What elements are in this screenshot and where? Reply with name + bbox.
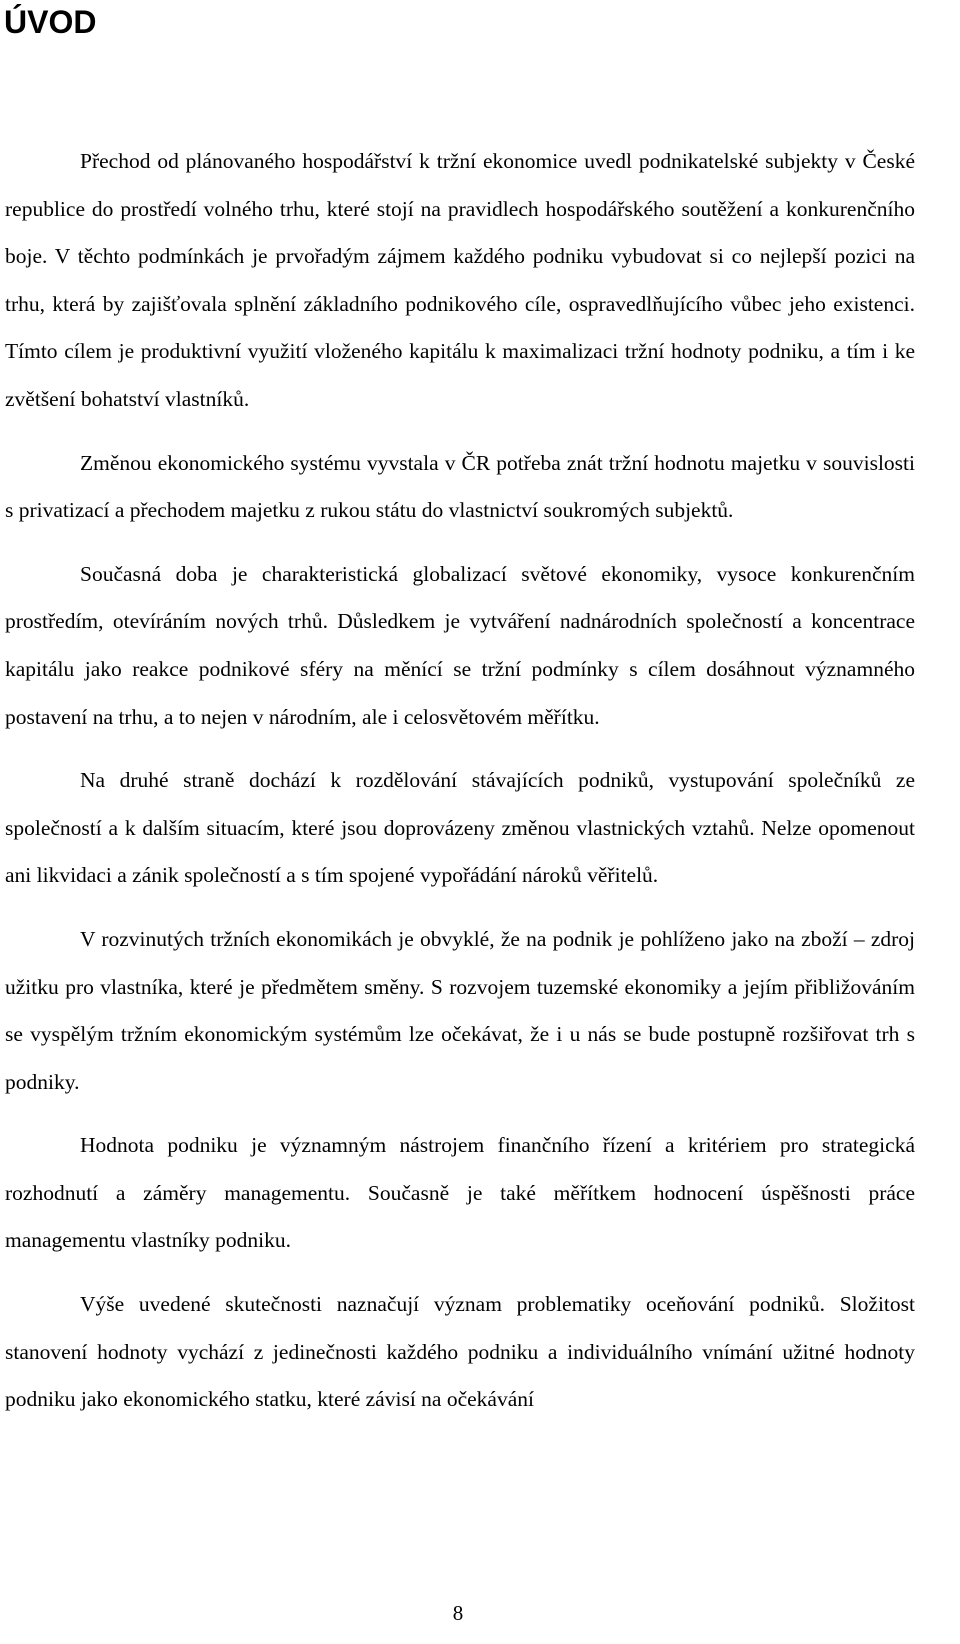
page-heading: ÚVOD <box>4 4 97 40</box>
body-text <box>5 138 915 1440</box>
paragraph: Přechod od plánovaného hospodářství k tržní ekonomice uvedl podnikatelské subjekty v České republice do prostředí volného trhu, které stojí na pravidlech hospodářského soutěžení a konkurenčního boje. V těchto podmínkách je prvořadým zájmem každého podniku vybudovat si co nejlepší pozici na trhu, která by zajišťovala splnění základního podnikového cíle, ospravedlňujícího vůbec jeho existenci. Tímto cílem je produktivní využití vloženého kapitálu k maximalizaci tržní hodnoty podniku, a tím i ke zvětšení bohatství vlastníků. <box>5 149 915 411</box>
page-number: 8 <box>452 1601 464 1625</box>
paragraph: Změnou ekonomického systému vyvstala v ČR potřeba znát tržní hodnotu majetku v souvislosti s privatizací a přechodem majetku z rukou státu do vlastnictví soukromých subjektů. <box>5 450 915 523</box>
paragraph: Výše uvedené skutečnosti naznačují význam problematiky oceňování podniků. Složitost stanovení hodnoty vychází z jedinečnosti každého podniku a individuálního vnímání užitné hodnoty podniku jako ekonomického statku, které závisí na očekávání <box>5 1292 915 1412</box>
paragraph: V rozvinutých tržních ekonomikách je obvyklé, že na podnik je pohlíženo jako na zboží – zdroj užitku pro vlastníka, které je předmětem směny. S rozvojem tuzemské ekonomiky a jejím přibližováním se vyspělým tržním ekonomickým systémům lze očekávat, že i u nás se bude postupně rozšiřovat trh s podniky. <box>5 926 915 1094</box>
paragraph: Hodnota podniku je významným nástrojem finančního řízení a kritériem pro strategická rozhodnutí a záměry managementu. Současně je také měřítkem hodnocení úspěšnosti práce managementu vlastníky podniku. <box>5 1133 915 1253</box>
paragraph: Současná doba je charakteristická globalizací světové ekonomiky, vysoce konkurenčním prostředím, otevíráním nových trhů. Důsledkem je vytváření nadnárodních společností a koncentrace kapitálu jako reakce podnikové sféry na měnící se tržní podmínky s cílem dosáhnout významného postavení na trhu, a to nejen v národním, ale i celosvětovém měřítku. <box>5 561 915 729</box>
paragraph: Na druhé straně dochází k rozdělování stávajících podniků, vystupování společníků ze společností a k dalším situacím, které jsou doprovázeny změnou vlastnických vztahů. Nelze opomenout ani likvidaci a zánik společností a s tím spojené vypořádání nároků věřitelů. <box>5 768 915 888</box>
